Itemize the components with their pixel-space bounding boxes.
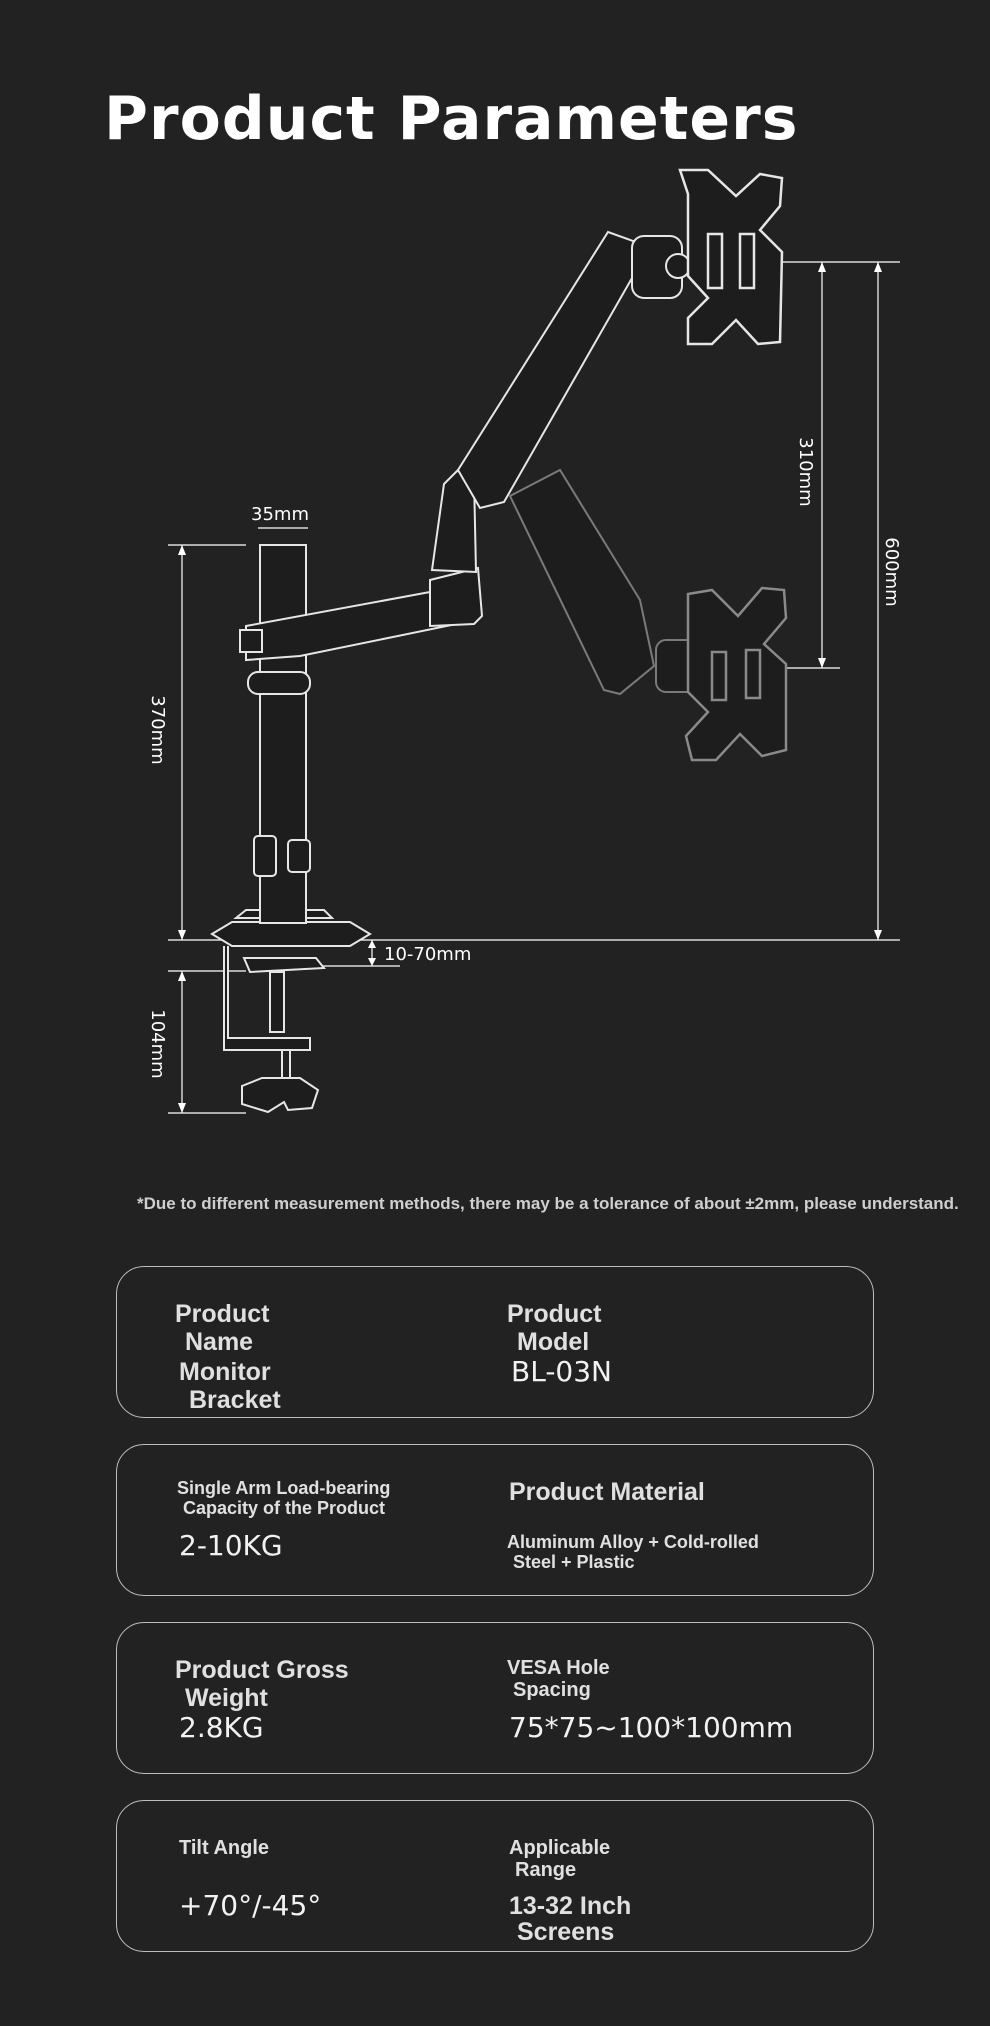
load-capacity-value: 2-10KG [179,1529,283,1562]
applicable-range-value-line2: Screens [517,1918,615,1947]
product-name-value-line1: Monitor [179,1358,271,1386]
tilt-angle-label: Tilt Angle [179,1837,269,1859]
product-material-value-line1: Aluminum Alloy + Cold-rolled [507,1532,759,1552]
applicable-range-label [509,1837,610,1881]
product-name-label-line2: Name [185,1327,254,1356]
monitor-arm-diagram [0,150,990,1130]
product-material-label: Product Material [509,1478,705,1506]
load-capacity-label-line2: Capacity of the Product [183,1497,386,1518]
dim-label-600mm: 600mm [881,537,902,607]
tolerance-note: *Due to different measurement methods, there may be a tolerance of about ±2mm, please understand. [137,1194,959,1213]
gross-weight-label-line1: Product Gross [175,1656,349,1684]
load-capacity-label [177,1479,390,1519]
product-name-value [179,1359,281,1414]
dim-label-104mm: 104mm [147,1009,168,1079]
gross-weight-label-line2: Weight [185,1683,268,1712]
product-model-value: BL-03N [511,1355,612,1388]
lower-vesa-plate [686,588,786,760]
spec-card-load-material [116,1444,874,1596]
desk-clamp [212,910,370,1112]
gross-weight-label [175,1657,349,1712]
vesa-spacing-label [507,1657,610,1701]
vesa-spacing-label-line1: VESA Hole [507,1657,610,1679]
dim-label-35mm: 35mm [251,504,309,525]
product-name-label [175,1301,269,1356]
product-name-label-line1: Product [175,1300,270,1328]
spec-card-tilt-range [116,1800,874,1952]
tilt-angle-value: +70°/-45° [179,1889,322,1922]
product-material-value-line2: Steel + Plastic [513,1551,635,1572]
product-name-value-line2: Bracket [189,1385,281,1414]
dim-label-310mm: 310mm [795,437,816,507]
pole [248,545,310,923]
upper-vesa-plate [680,170,782,344]
page-title: Product Parameters [104,84,799,154]
product-model-label-line2: Model [517,1327,590,1356]
gross-weight-value: 2.8KG [179,1711,264,1744]
applicable-range-value-line1: 13-32 Inch [509,1892,632,1920]
applicable-range-label-line1: Applicable [509,1837,611,1859]
dim-label-10-70mm: 10-70mm [384,944,472,965]
lower-arm-ghost [510,470,698,694]
applicable-range-label-line2: Range [515,1859,577,1881]
spec-card-product-name-model [116,1266,874,1418]
load-capacity-label-line1: Single Arm Load-bearing [177,1478,391,1498]
product-material-value [507,1533,759,1573]
vesa-spacing-label-line2: Spacing [513,1679,591,1701]
spec-card-weight-vesa [116,1622,874,1774]
product-model-label-line1: Product [507,1300,602,1328]
applicable-range-value [509,1893,631,1946]
dim-label-370mm: 370mm [147,695,168,765]
product-model-label [507,1301,601,1356]
vesa-spacing-value: 75*75~100*100mm [509,1711,794,1744]
